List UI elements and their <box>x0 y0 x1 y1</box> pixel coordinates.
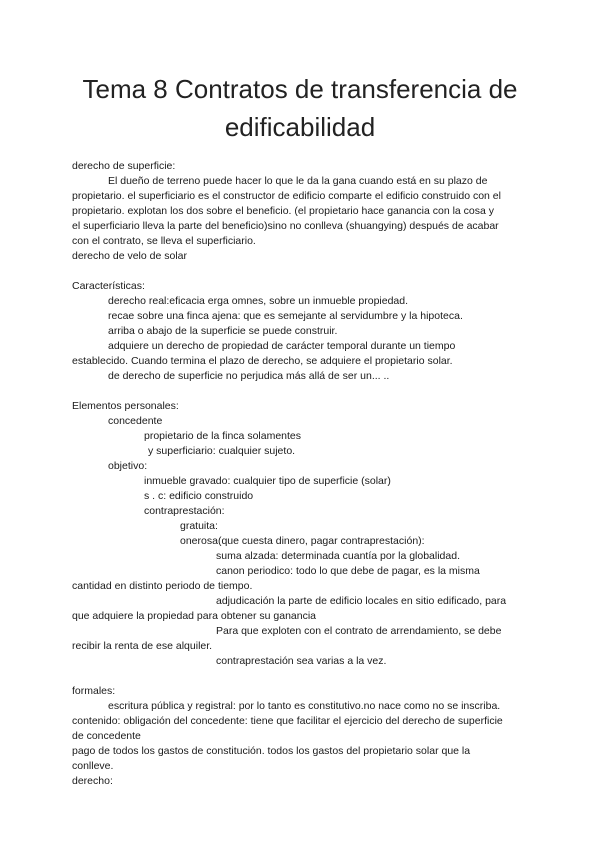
body-line: de concedente <box>72 730 141 742</box>
section-heading: formales: <box>72 685 116 697</box>
document-body <box>72 159 542 789</box>
body-line: escritura pública y registral: por lo tanto es constitutivo.no nace como no se inscriba. <box>108 700 501 712</box>
body-line: derecho de superficie: <box>72 160 176 172</box>
title-line-1: Tema 8 Contratos de transferencia de <box>82 74 518 104</box>
spacer <box>72 669 542 684</box>
body-line: objetivo: <box>108 460 148 472</box>
body-line: propietario. explotan los dos sobre el beneficio. (el propietario hace ganancia con la cosa y <box>72 205 495 217</box>
body-line: contraprestación: <box>144 505 225 517</box>
spacer <box>72 384 542 399</box>
body-line: arriba o abajo de la superficie se puede construir. <box>108 325 338 337</box>
body-line: adquiere un derecho de propiedad de carácter temporal durante un tiempo <box>108 340 456 352</box>
title-line-2: edificabilidad <box>224 112 376 142</box>
body-line: s . c: edificio construido <box>144 490 254 502</box>
body-line: propietario de la finca solamentes <box>144 430 302 442</box>
spacer <box>72 264 542 279</box>
body-line: suma alzada: determinada cuantía por la globalidad. <box>216 550 460 562</box>
body-line: el superficiario lleva la parte del beneficio)sino no conlleva (shuangying) después de acabar <box>72 220 499 232</box>
body-line: propietario. el superficiario es el constructor de edificio comparte el edificio construido con el <box>72 190 501 202</box>
body-line: de derecho de superficie no perjudica más allá de ser un... .. <box>108 370 390 382</box>
body-line: cantidad en distinto periodo de tiempo. <box>72 580 253 592</box>
body-line: derecho: <box>72 775 113 787</box>
body-line: contenido: obligación del concedente: tiene que facilitar el ejercicio del derecho de superficie <box>72 715 503 727</box>
body-line: El dueño de terreno puede hacer lo que le da la gana cuando está en su plazo de <box>108 175 488 187</box>
body-line: establecido. Cuando termina el plazo de derecho, se adquiere el propietario solar. <box>72 355 453 367</box>
body-line: concedente <box>108 415 163 427</box>
body-line: derecho de velo de solar <box>72 250 187 262</box>
body-line: recibir la renta de ese alquiler. <box>72 640 213 652</box>
body-line: que adquiere la propiedad para obtener su ganancia <box>72 610 317 622</box>
body-line: contraprestación sea varias a la vez. <box>216 655 387 667</box>
body-line: y superficiario: cualquier sujeto. <box>148 445 296 457</box>
body-line: con el contrato, se lleva el superficiario. <box>72 235 256 247</box>
body-line: derecho real:eficacia erga omnes, sobre un inmueble propiedad. <box>108 295 409 307</box>
body-line: onerosa(que cuesta dinero, pagar contraprestación): <box>180 535 425 547</box>
body-line: adjudicación la parte de edificio locales en sitio edificado, para <box>216 595 507 607</box>
section-heading: Elementos personales: <box>72 400 179 412</box>
body-line: gratuita: <box>180 520 218 532</box>
document-title <box>40 70 560 146</box>
body-line: Para que exploten con el contrato de arrendamiento, se debe <box>216 625 502 637</box>
section-heading: Características: <box>72 280 145 292</box>
body-line: recae sobre una finca ajena: que es semejante al servidumbre y la hipoteca. <box>108 310 463 322</box>
body-line: conlleve. <box>72 760 114 772</box>
body-line: canon periodico: todo lo que debe de pagar, es la misma <box>216 565 480 577</box>
body-line: pago de todos los gastos de constitución. todos los gastos del propietario solar que la <box>72 745 471 757</box>
body-line: inmueble gravado: cualquier tipo de superficie (solar) <box>144 475 391 487</box>
